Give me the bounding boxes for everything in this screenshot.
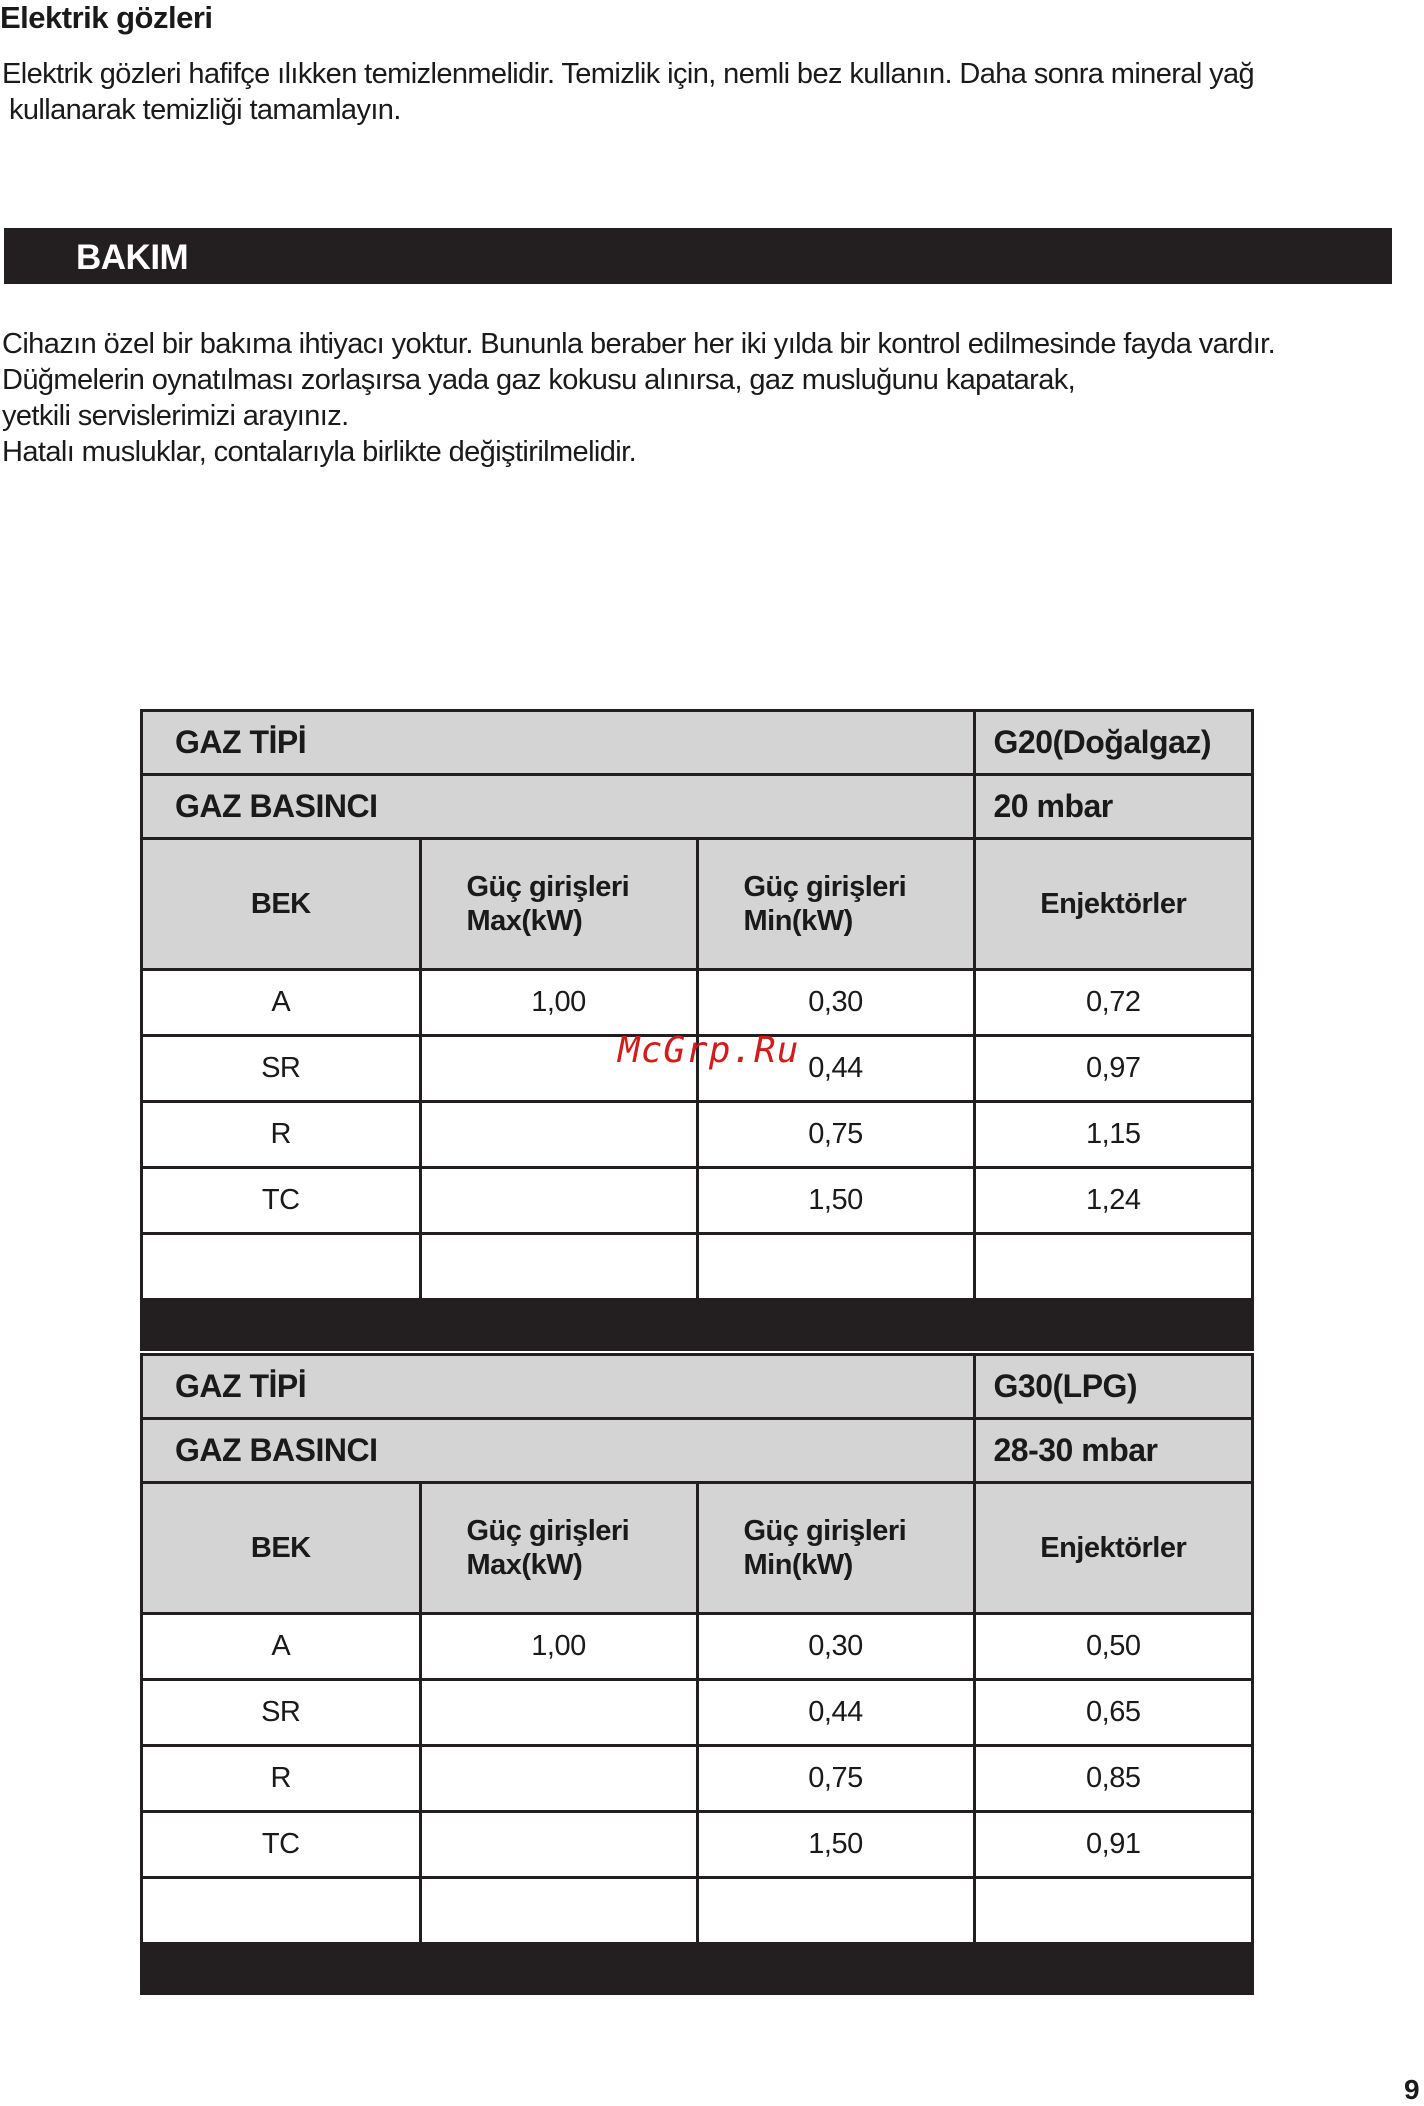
empty-cell (420, 1234, 697, 1300)
table-cell: A (143, 970, 420, 1036)
electric-hobs-paragraph (2, 56, 1254, 128)
paragraph-line: Cihazın özel bir bakıma ihtiyacı yoktur. Bununla beraber her iki yılda bir kontrol edilmesinde fayda vardır. (2, 328, 1276, 360)
table-cell (420, 1812, 697, 1878)
table-cell: 1,50 (697, 1168, 974, 1234)
watermark-text: McGrp.Ru (618, 1030, 800, 1071)
table-cell (420, 1102, 697, 1168)
gas-pressure-value: 28-30 mbar (974, 1419, 1251, 1483)
table-cell: 0,30 (697, 1614, 974, 1680)
column-header-power-min: Güç girişleri Min(kW) (697, 1483, 974, 1614)
empty-cell (420, 1878, 697, 1944)
gas-pressure-value: 20 mbar (974, 775, 1251, 839)
table-cell (420, 1680, 697, 1746)
table-cell: R (143, 1102, 420, 1168)
gas-table-g30 (140, 1353, 1254, 1995)
column-header-injectors: Enjektörler (974, 839, 1251, 970)
table-cell (420, 1168, 697, 1234)
column-header-power-max: Güç girişleri Max(kW) (420, 839, 697, 970)
table-row (143, 1812, 1251, 1878)
table-cell: 0,30 (697, 970, 974, 1036)
table-cell: 1,24 (974, 1168, 1251, 1234)
maintenance-title-bar (4, 228, 1392, 284)
column-header-injectors: Enjektörler (974, 1483, 1251, 1614)
table-cell: R (143, 1746, 420, 1812)
gas-pressure-label: GAZ BASINCI (143, 775, 974, 839)
table-cell: A (143, 1614, 420, 1680)
table-cell: 0,91 (974, 1812, 1251, 1878)
table-row (143, 1102, 1251, 1168)
table-footer-bar (143, 1945, 1251, 1992)
empty-row (143, 1234, 1251, 1300)
maintenance-paragraph (2, 326, 1275, 470)
table-row (143, 1168, 1251, 1234)
table-row (143, 1746, 1251, 1812)
table-cell: 0,72 (974, 970, 1251, 1036)
empty-cell (143, 1878, 420, 1944)
table-cell: 0,65 (974, 1680, 1251, 1746)
table-cell: 1,50 (697, 1812, 974, 1878)
paragraph-line: kullanarak temizliği tamamlayın. (9, 94, 401, 126)
empty-cell (697, 1878, 974, 1944)
gas-type-label: GAZ TİPİ (143, 712, 974, 775)
empty-cell (697, 1234, 974, 1300)
table-cell (420, 1746, 697, 1812)
column-header-burner: BEK (143, 1483, 420, 1614)
table-cell: 0,85 (974, 1746, 1251, 1812)
table-cell: 0,44 (697, 1036, 974, 1102)
empty-cell (974, 1878, 1251, 1944)
empty-row (143, 1878, 1251, 1944)
table-cell: TC (143, 1812, 420, 1878)
table-cell: TC (143, 1168, 420, 1234)
gas-type-value: G20(Doğalgaz) (974, 712, 1251, 775)
table-cell: 0,75 (697, 1102, 974, 1168)
column-header-burner: BEK (143, 839, 420, 970)
paragraph-line: yetkili servislerimizi arayınız. (2, 400, 349, 432)
table-footer-bar (143, 1301, 1251, 1348)
table-cell: SR (143, 1680, 420, 1746)
table-cell: 1,00 (420, 1614, 697, 1680)
table-cell: SR (143, 1036, 420, 1102)
column-header-power-min: Güç girişleri Min(kW) (697, 839, 974, 970)
page-number: 9 (1404, 2074, 1420, 2105)
table-cell: 0,97 (974, 1036, 1251, 1102)
gas-type-label: GAZ TİPİ (143, 1356, 974, 1419)
empty-cell (143, 1234, 420, 1300)
table-cell: 0,44 (697, 1680, 974, 1746)
column-header-power-max: Güç girişleri Max(kW) (420, 1483, 697, 1614)
table-cell: 0,75 (697, 1746, 974, 1812)
gas-type-value: G30(LPG) (974, 1356, 1251, 1419)
gas-pressure-label: GAZ BASINCI (143, 1419, 974, 1483)
empty-cell (974, 1234, 1251, 1300)
table-row (143, 1614, 1251, 1680)
table-cell: 1,15 (974, 1102, 1251, 1168)
section-heading-electric-hobs: Elektrik gözleri (0, 0, 213, 35)
table-cell: 1,00 (420, 970, 697, 1036)
paragraph-line: Hatalı musluklar, contalarıyla birlikte değiştirilmelidir. (2, 436, 637, 468)
paragraph-line: Elektrik gözleri hafifçe ılıkken temizlenmelidir. Temizlik için, nemli bez kullanın. Daha sonra mineral yağ (2, 58, 1255, 90)
maintenance-title: BAKIM (76, 238, 189, 277)
paragraph-line: Düğmelerin oynatılması zorlaşırsa yada gaz kokusu alınırsa, gaz musluğunu kapatarak, (2, 364, 1076, 396)
table-cell: 0,50 (974, 1614, 1251, 1680)
table-row (143, 1680, 1251, 1746)
table-row (143, 970, 1251, 1036)
